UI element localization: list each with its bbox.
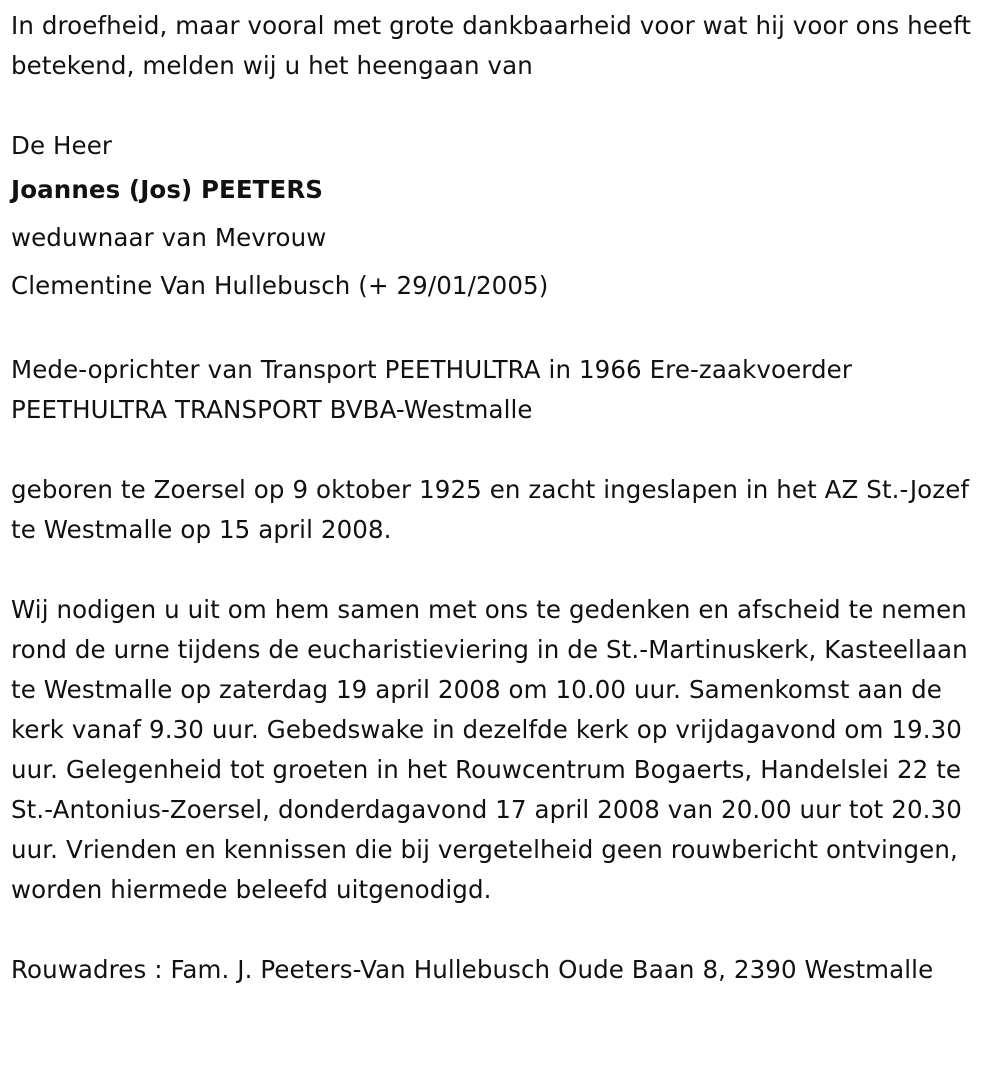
obituary-notice <box>11 6 996 990</box>
spouse-name: Clementine Van Hullebusch (+ 29/01/2005) <box>11 271 549 300</box>
birth-death-paragraph: geboren te Zoersel op 9 oktober 1925 en zacht ingeslapen in het AZ St.-Jozef te Westmalle op 15 april 2008. <box>11 475 970 544</box>
mourning-address: Rouwadres : Fam. J. Peeters-Van Hullebusch Oude Baan 8, 2390 Westmalle <box>11 955 934 984</box>
invitation-paragraph: Wij nodigen u uit om hem samen met ons te gedenken en afscheid te nemen rond de urne tijdens de eucharistieviering in de St.-Martinuskerk, Kasteellaan te Westmalle op zaterdag 19 april 2008 om 10.00 uur. Samenkomst aan de kerk vanaf 9.30 uur. Gebedswake in dezelfde kerk op vrijdagavond om 19.30 uur. Gelegenheid tot groeten in het Rouwcentrum Bogaerts, Handelslei 22 te St.-Antonius-Zoersel, donderdagavond 17 april 2008 van 20.00 uur tot 20.30 uur. Vrienden en kennissen die bij vergetelheid geen rouwbericht ontvingen, worden hiermede beleefd uitgenodigd. <box>11 595 968 904</box>
widower-line: weduwnaar van Mevrouw <box>11 223 327 252</box>
deceased-name: Joannes (Jos) PEETERS <box>11 175 324 204</box>
career-paragraph: Mede-oprichter van Transport PEETHULTRA in 1966 Ere-zaakvoerder PEETHULTRA TRANSPORT BVBA-Westmalle <box>11 355 853 424</box>
intro-paragraph: In droefheid, maar vooral met grote dankbaarheid voor wat hij voor ons heeft betekend, melden wij u het heengaan van <box>11 11 972 80</box>
salutation: De Heer <box>11 131 113 160</box>
